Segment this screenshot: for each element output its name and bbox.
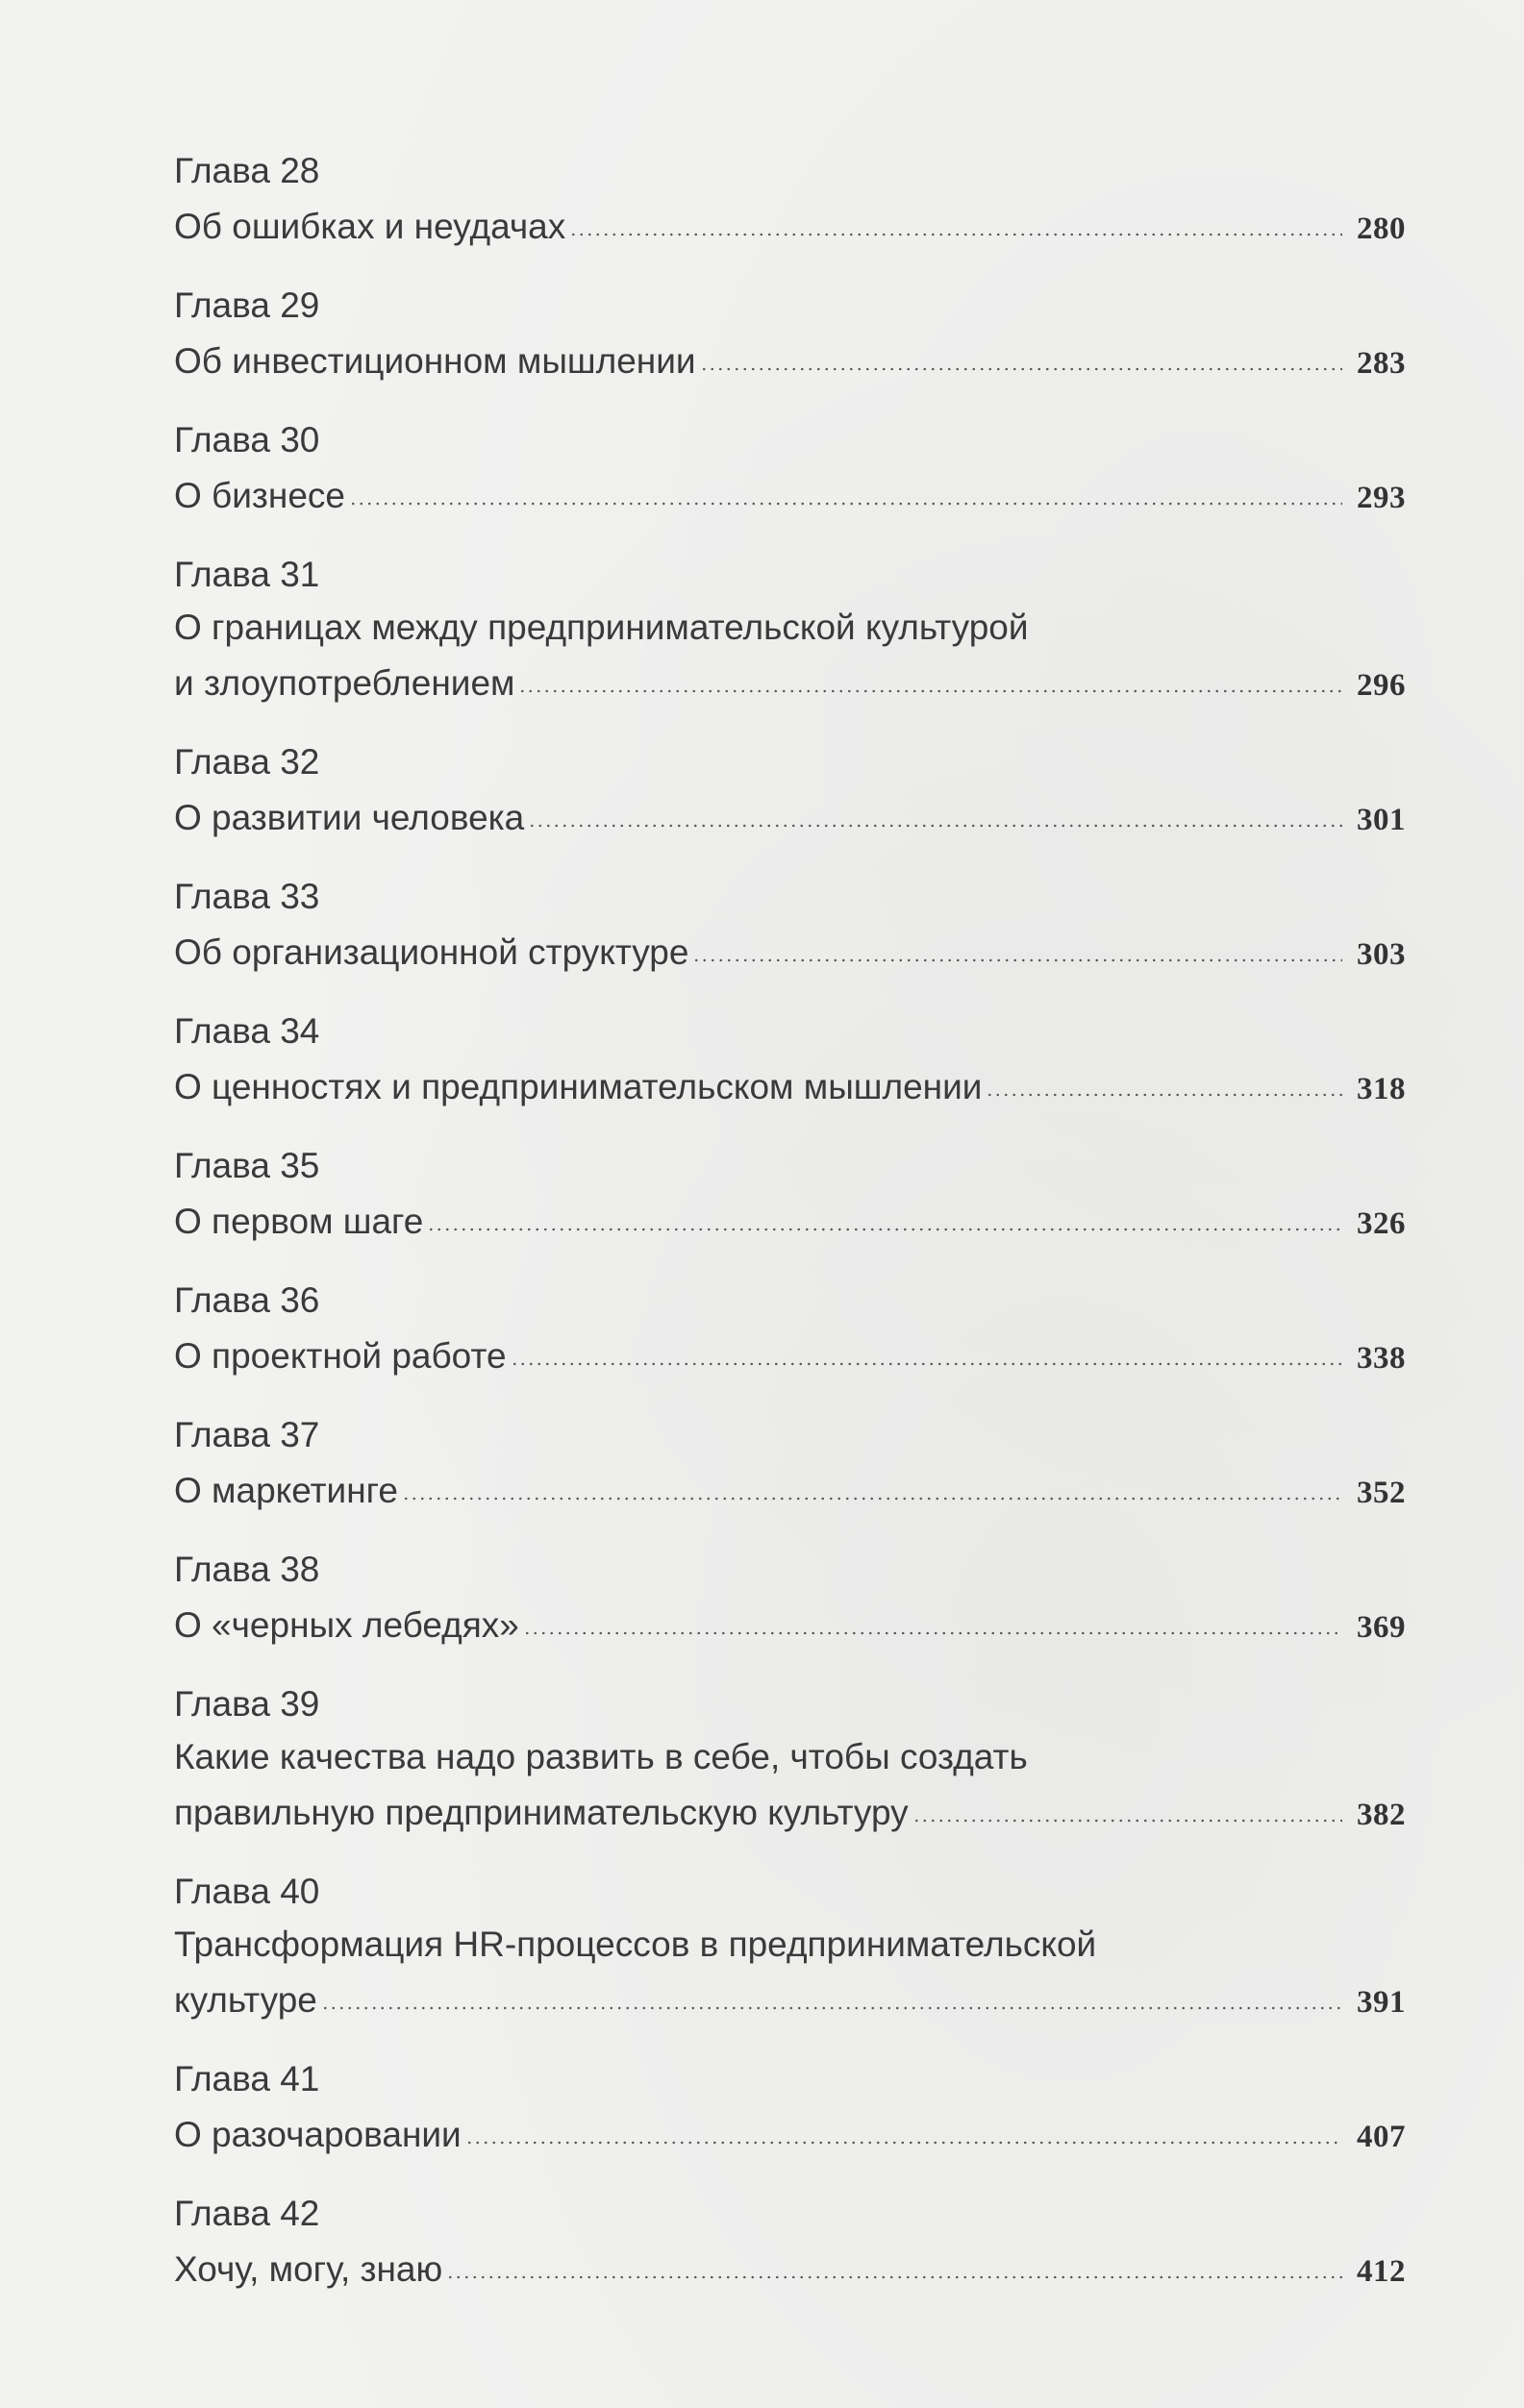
- page-number: 326: [1357, 1206, 1406, 1241]
- chapter-label: Глава 39: [174, 1684, 320, 1724]
- chapter-label: Глава 40: [174, 1872, 320, 1911]
- toc-entry[interactable]: [174, 1005, 1406, 1119]
- chapter-title: О маркетинге: [174, 1471, 398, 1510]
- chapter-label: Глава 41: [174, 2059, 320, 2098]
- toc-entry[interactable]: [174, 279, 1406, 393]
- dot-leader: [446, 2275, 1342, 2279]
- toc-entry[interactable]: [174, 1543, 1406, 1657]
- page-number: 318: [1357, 1072, 1406, 1106]
- chapter-title: О ценностях и предпринимательском мышлении: [174, 1067, 983, 1106]
- toc-entry[interactable]: [174, 1408, 1406, 1523]
- dot-leader: [518, 689, 1342, 693]
- chapter-label: Глава 34: [174, 1011, 320, 1051]
- dot-leader: [569, 233, 1342, 236]
- chapter-title-row: [174, 1192, 1406, 1254]
- chapter-title: Об инвестиционном мышлении: [174, 341, 696, 381]
- chapter-title-row: [174, 197, 1406, 259]
- page-number: 382: [1357, 1798, 1406, 1832]
- page-number: 301: [1357, 803, 1406, 837]
- page-number: 280: [1357, 211, 1406, 246]
- chapter-label: Глава 35: [174, 1146, 320, 1185]
- toc-entry[interactable]: [174, 1865, 1406, 2032]
- page-number: 283: [1357, 346, 1406, 381]
- chapter-title: О «черных лебедях»: [174, 1605, 519, 1645]
- toc-entry[interactable]: [174, 1139, 1406, 1254]
- page-number: 412: [1357, 2254, 1406, 2289]
- dot-leader: [912, 1819, 1342, 1823]
- toc-entry[interactable]: [174, 735, 1406, 850]
- chapter-title: О первом шаге: [174, 1202, 424, 1241]
- chapter-title-row: [174, 466, 1406, 528]
- dot-leader: [692, 958, 1342, 962]
- chapter-label: Глава 31: [174, 555, 320, 594]
- chapter-title: О бизнесе: [174, 476, 345, 515]
- chapter-title-line: О границах между предпринимательской культурой: [174, 608, 1029, 647]
- chapter-title: и злоупотреблением: [174, 663, 515, 703]
- page-number: 303: [1357, 937, 1406, 972]
- chapter-title-row: [174, 1783, 1406, 1845]
- page-number: 338: [1357, 1341, 1406, 1376]
- chapter-title: культуре: [174, 1980, 317, 2020]
- chapter-title-row: [174, 2240, 1406, 2301]
- chapter-title-row: [174, 1971, 1406, 2032]
- dot-leader: [511, 1362, 1342, 1366]
- toc-entry[interactable]: [174, 2052, 1406, 2167]
- chapter-title: О развитии человека: [174, 798, 525, 837]
- page-number: 407: [1357, 2120, 1406, 2154]
- toc-entry[interactable]: [174, 144, 1406, 259]
- dot-leader: [349, 502, 1342, 506]
- dot-leader: [528, 824, 1342, 828]
- page-number: 352: [1357, 1476, 1406, 1510]
- chapter-label: Глава 36: [174, 1280, 320, 1320]
- chapter-title-row: [174, 1327, 1406, 1388]
- page-number: 391: [1357, 1985, 1406, 2020]
- dot-leader: [700, 367, 1342, 371]
- chapter-label: Глава 37: [174, 1415, 320, 1454]
- toc-entry[interactable]: [174, 2187, 1406, 2301]
- dot-leader: [465, 2141, 1342, 2145]
- chapter-title-row: [174, 788, 1406, 850]
- chapter-title-row: [174, 1057, 1406, 1119]
- chapter-label: Глава 33: [174, 877, 320, 916]
- chapter-title: О разочаровании: [174, 2115, 462, 2154]
- dot-leader: [402, 1497, 1342, 1501]
- toc-entry[interactable]: [174, 870, 1406, 984]
- chapter-label: Глава 38: [174, 1550, 320, 1589]
- chapter-title-row: [174, 1461, 1406, 1523]
- chapter-label: Глава 28: [174, 151, 320, 190]
- chapter-title: Об ошибках и неудачах: [174, 207, 566, 246]
- chapter-title-row: [174, 1596, 1406, 1657]
- table-of-contents: [174, 144, 1406, 2321]
- chapter-title: О проектной работе: [174, 1336, 507, 1376]
- chapter-title-line: Трансформация HR-процессов в предпринимательской: [174, 1924, 1097, 1964]
- toc-entry[interactable]: [174, 548, 1406, 715]
- dot-leader: [427, 1228, 1342, 1231]
- chapter-label: Глава 29: [174, 285, 320, 325]
- page-number: 296: [1357, 668, 1406, 703]
- chapter-title-line: Какие качества надо развить в себе, чтобы создать: [174, 1737, 1028, 1776]
- page-number: 369: [1357, 1610, 1406, 1645]
- chapter-label: Глава 42: [174, 2194, 320, 2233]
- chapter-title: Об организационной структуре: [174, 932, 689, 972]
- toc-entry[interactable]: [174, 1677, 1406, 1845]
- chapter-label: Глава 30: [174, 420, 320, 459]
- toc-entry[interactable]: [174, 413, 1406, 528]
- chapter-title-row: [174, 332, 1406, 393]
- toc-entry[interactable]: [174, 1274, 1406, 1388]
- dot-leader: [321, 2006, 1342, 2010]
- chapter-title-row: [174, 2105, 1406, 2167]
- chapter-title: Хочу, могу, знаю: [174, 2249, 443, 2289]
- dot-leader: [523, 1631, 1342, 1635]
- chapter-label: Глава 32: [174, 742, 320, 782]
- chapter-title-row: [174, 923, 1406, 984]
- chapter-title: правильную предпринимательскую культуру: [174, 1793, 909, 1832]
- dot-leader: [986, 1093, 1342, 1097]
- page-number: 293: [1357, 481, 1406, 515]
- chapter-title-row: [174, 654, 1406, 715]
